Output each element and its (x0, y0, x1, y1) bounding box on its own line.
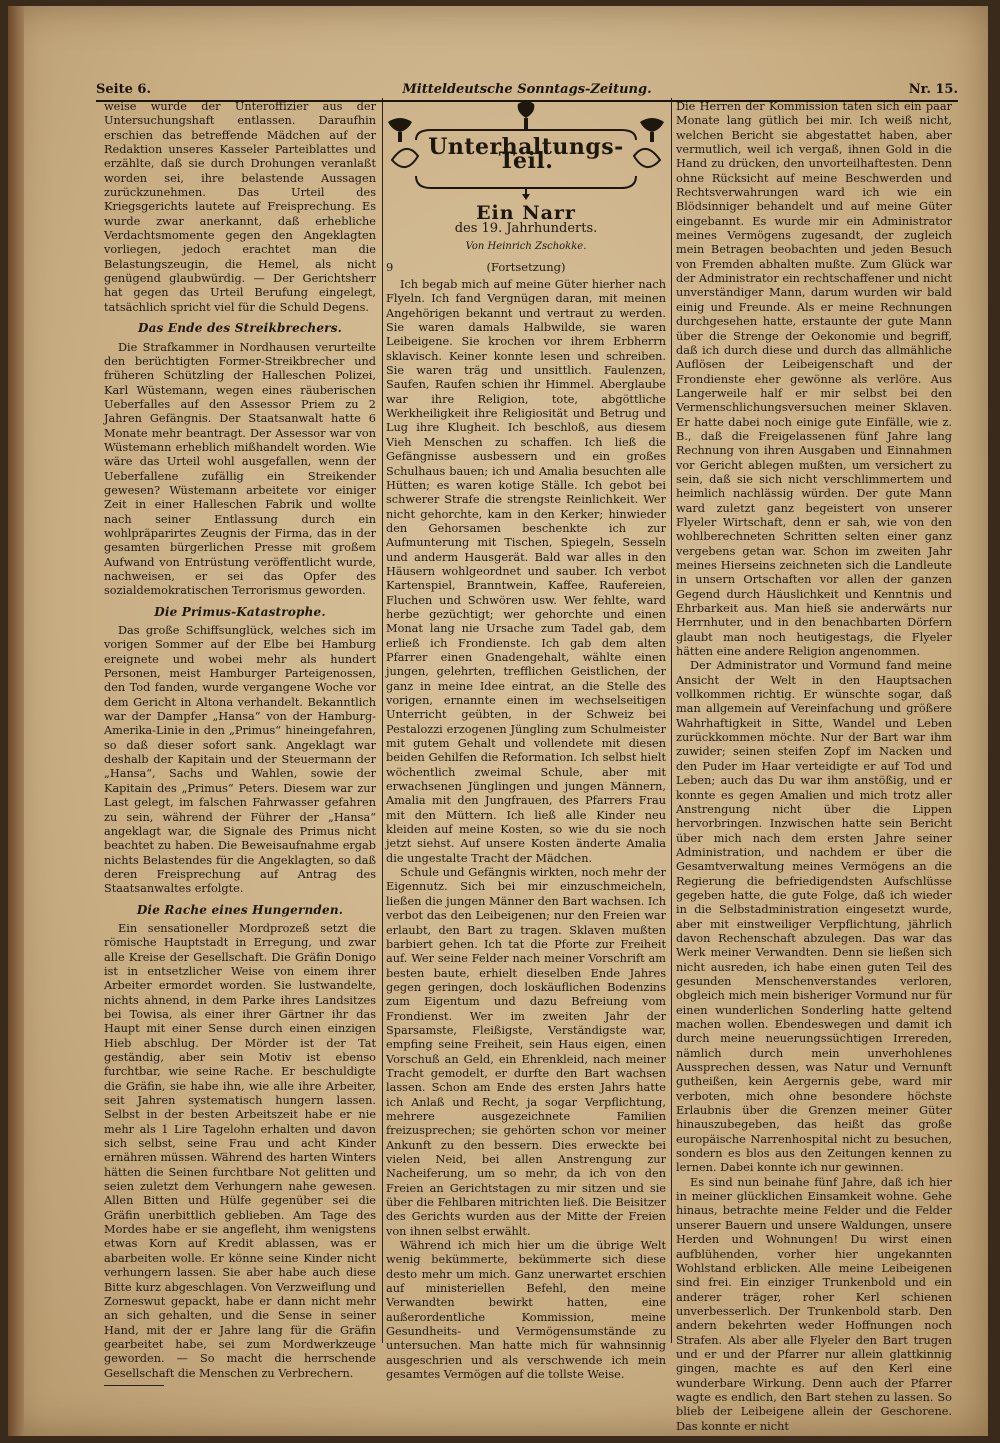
issue-number: Nr. 15. (908, 82, 958, 97)
article-rache: Ein sensationeller Mordprozeß setzt die römische Hauptstadt in Erregung, und zwar alle Kreise der Gesellschaft. Die Gräfin Donigo ist in entsetzlicher Weise von einem ihrer Arbeiter ermordet worden. Sie lustwandelte, nichts ahnend, in dem Parke ihres Landsitzes bei Towisa, als einer ihrer Gärtner ihr das Haupt mit einer Sense durch einen einzigen Hieb abschlug. Der Mörder ist der Tat geständig, aber sein Motiv ist ebenso furchtbar, wie seine Rache. Er beschuldigte die Gräfin, sie habe ihn, wie alle ihre Arbeiter, seit Jahren systematisch hungern lassen. Selbst in der besten Arbeitszeit habe er nie mehr als 1 Lire Tagelohn erhalten und davon sich selbst, seine Frau und acht Kinder ernähren müssen. Während des harten Winters hätten die Seinen furchtbare Not gelitten und seien zuletzt dem Verhungern nahe gewesen. Allen Bitten und Hülfe gegenüber sei die Gräfin unerbittlich geblieben. Am Tage des Mordes habe er sie angefleht, ihm wenigstens etwas Korn auf Kredit ablassen, was er abarbeiten wolle. Er könne seine Kinder nicht verhungern lassen. Sie aber habe auch diese Bitte kurz abgeschlagen. Von Verzweiflung und Zorneswut gepackt, habe er dann nicht mehr an sich gehalten, und die Sense in seiner Hand, mit der er Jahre lang für die Gräfin gearbeitet habe, sei zum Mordwerkzeuge geworden. — So macht die herrschende Gesellschaft die Menschen zu Verbrechern. (104, 921, 376, 1380)
section-banner (386, 100, 666, 202)
story-paragraph-3: Während ich mich hier um die übrige Welt wenig bekümmerte, bekümmerte sich diese desto mehr um mich. Ganz unerwartet erschien auf ministeriellen Befehl, den meine Verwandten bewirkt hatten, eine außerordentliche Kommission, meine Gesundheits- und Vermögensumstände zu untersuchen. Man hatte mich für wahnsinnig ausgeschrien und als verschwende ich mein gesamtes Vermögen auf die tollste Weise. (386, 1239, 666, 1382)
section-title: Unterhaltungs-Teil. (428, 134, 624, 175)
story-author: Von Heinrich Zschokke. (465, 240, 587, 252)
story-subtitle: des 19. Jahrhunderts. (454, 221, 598, 237)
continuation-line (386, 260, 666, 276)
heading-rache: Die Rache eines Hungernden. (136, 902, 344, 917)
story-paragraph-2: Schule und Gefängnis wirkten, noch mehr der Eigennutz. Sich bei mir einzuschmeicheln, ließen die jungen Männer den Bart wachsen. Ich verbot das den Leibeigenen; nur den Freien war erlaubt, den Bart zu tragen. Sklaven mußten barbiert gehen. Ich tat die Pforte zur Freiheit auf. Wer seine Felder nach meiner Vorschrift am besten baute, erhielt dieselben Ende Jahres gegen geringen, doch loskäuflichen Bodenzins zum Eigentum und dazu Befreiung vom Frondienst. Wer im zweiten Jahr der Sparsamste, Fleißigste, Verständigste war, empfing seine Freiheit, sein Haus eigen, einen Vorschuß an Geld, ein Ehrenkleid, nach meiner Tracht gemodelt, er durfte den Bart wachsen lassen. Schon am Ende des ersten Jahrs hatte ich Anlaß und Recht, ja sogar Verpflichtung, mehrere ausgezeichnete Familien freizusprechen; sie gehörten schon vor meiner Ankunft zu den bessern. Dies erweckte bei vielen Neid, bei allen Anstrengung zur Nacheiferung, um so mehr, da ich von den Freien an Gerichtstagen zu mir sitzen und sie über die Fehlbaren mitrichten ließ. Die Beisitzer des Gerichts wurden aus der Mitte der Freien von ihnen selbst erwählt. (386, 866, 666, 1238)
story-paragraph-5: Der Administrator und Vormund fand meine Ansicht der Welt in den Hauptsachen vollkommen richtig. Er wünschte sogar, daß man allgemein auf Vereinfachung und größere Wahrhaftigkeit in Sitte, Wandel und Leben zurückkommen möchte. Nur der Bart war ihm zuwider; seinen steifen Zopf im Nacken und den Puder im Haar verteidigte er auf Tod und Leben; auch das Du war ihm anstößig, und er konnte es gegen Amalien und mich trotz aller Anstrengung nicht über die Lippen hervorbringen. Inzwischen hatte sein Bericht über mich nach dem ersten Jahre seiner Administration, und nachdem er über die Gesamtverwaltung meines Vermögens an die Regierung die befriedigendsten Aufschlüsse gegeben hatte, die gute Folge, daß ich wieder in die Selbstadministration eingesetzt wurde, aber mit einstweiliger Verpflichtung, jährlich davon Rechenschaft abzulegen. Das war das Werk meiner Verwandten. Denn sie ließen sich nicht ausreden, ich habe einen guten Teil des gesunden Menschenverstandes verloren, obgleich mich mein bisheriger Vormund nur für einen wunderlichen Sonderling hatte geltend machen wollen. Ebendeswegen und damit ich durch meine neuerungssüchtigen Irrereden, nämlich durch mein unverhohlenes Aussprechen dessen, was Natur und Vernunft gutheißen, kein Aergernis gebe, ward mir verboten, mich ohne besondere höchste Erlaubnis über die Grenzen meiner Güter hinauszubegeben, das heißt das große europäische Narrenhospital nicht zu besuchen, sondern es blos aus den Zeitungen kennen zu lernen. Dabei konnte ich nur gewinnen. (676, 659, 952, 1175)
story-title: Ein Narr (476, 202, 576, 224)
article-primus: Das große Schiffsunglück, welches sich im vorigen Sommer auf der Elbe bei Hamburg ereignete und wobei mehr als hundert Personen, meist Hamburger Parteigenossen, den Tod fanden, wurde vergangene Woche vor dem Gericht in Altona verhandelt. Bekanntlich war der Dampfer „Hansa“ von der Hamburg-Amerika-Linie in den „Primus“ hineingefahren, so daß dieser sofort sank. Angeklagt war deshalb der Kapitain und der Steuermann der „Hansa“, Sachs und Wahlen, sowie der Kapitain des „Primus“ Peters. Diesem war zur Last gelegt, im falschen Fahrwasser gefahren zu sein, während der Führer der „Hansa“ angeklagt war, die Signale des Primus nicht beachtet zu haben. Die Beweisaufnahme ergab nichts Belastendes für die Angeklagten, so daß deren Freisprechung auf Antrag des Staatsanwaltes erfolgte. (104, 624, 376, 896)
article-streikbrecher: Die Strafkammer in Nordhausen verurteilte den berüchtigten Former-Streikbrecher und früheren Schützling der Halleschen Polizei, Karl Wüstemann, wegen eines räuberischen Ueberfalles auf den Assessor Priem zu 2 Jahren Gefängnis. Der Staatsanwalt hatte 6 Monate mehr beantragt. Der Assessor war von Wüstemann erheblich mißhandelt worden. Wie wäre das Urteil wohl ausgefallen, wenn der Ueberfallene zufällig ein Streikender gewesen? Wüstemann arbeitete vor einiger Zeit in einer Halleschen Fabrik und wollte nach seiner Entlassung durch ein wohlpräparirtes Zeugnis der Firma, das in der gesamten bürgerlichen Presse mit großem Aufwand von Entrüstung veröffentlicht wurde, nachweisen, er sei das Opfer des sozialdemokratischen Terrorismus geworden. (104, 340, 376, 598)
page-number: Seite 6. (96, 82, 151, 97)
column-divider-1 (382, 98, 383, 1343)
article-continuation: weise wurde der Unteroffizier aus der Untersuchungshaft entlassen. Daraufhin erschien das betreffende Mädchen auf der Redaktion unseres Kasseler Parteiblattes und erzählte, daß sie durch Drohungen veranlaßt worden sei, ihre belastende Aussagen zurückzunehmen. Das Urteil des Kriegsgerichts lautete auf Freisprechung. Es wurde zwar anerkannt, daß erhebliche Verdachtsmomente gegen den Angeklagten vorliegen, jedoch erachtet man die Belastungszeugin, die Hemel, als nicht genügend glaubwürdig. — Der Gerichtsherr hat gegen das Urteil Berufung eingelegt, tatsächlich spricht viel für die Schuld Degens. (104, 100, 376, 314)
page-header (96, 78, 958, 100)
column-divider-2 (671, 98, 672, 1343)
end-rule (104, 1385, 164, 1386)
story-paragraph-6: Es sind nun beinahe fünf Jahre, daß ich hier in meiner glücklichen Einsamkeit wohne. Gehe hinaus, betrachte meine Felder und die Felder unserer Bauern und unsere Waldungen, unsere Herden und Wohnungen! Du wirst einen aufblühenden, vorher hier ungekannten Wohlstand erblicken. Alle meine Leibeigenen sind frei. Ein einziger Trunkenbold und ein anderer träger, roher Kerl schienen unverbesserlich. Der Trunkenbold starb. Den andern bekehrten weder Hoffnungen noch Strafen. Als aber alle Flyeler den Bart trugen und er und der Pfarrer nur allein glattkinnig gingen, machte es auf den Kerl eine wunderbare Wirkung. Denn auch der Pfarrer wagte es endlich, den Bart stehen zu lassen. So blieb der Leibeigene allein der Geschorene. Das konnte er nicht (676, 1175, 952, 1433)
binding-spine (8, 6, 24, 1436)
story-paragraph-4: Die Herren der Kommission taten sich ein paar Monate lang gütlich bei mir. Ich weiß nicht, welchen Bericht sie abgestattet haben, aber vermutlich, weil ich vergaß, ihnen Gold in die Hand zu drücken, den unvorteilhaftesten. Denn ohne Rücksicht auf meine Beschwerden und Rechtsverwahrungen ward ich wie ein Blödsinniger behandelt und auf meine Güter eingebannt. Es wurde mir ein Administrator meines Vermögens zugesandt, der zugleich mein Betragen beobachten und jeden Besuch von Fremden abhalten mußte. Zum Glück war der Administrator ein rechtschaffener und nicht unverständiger Mann, darum wurden wir bald einig und Freunde. Als er meine Rechnungen durchgesehen hatte, erstaunte der gute Mann über die Strenge der Oekonomie und begriff, daß ich durch diese und durch das allmähliche Auflösen der Leibeigenschaft und der Frondienste eher gewönne als verlöre. Aus Langerweile half er mir selbst bei den Vermenschlichungsversuchen meiner Sklaven. Er hatte dabei noch einige gute Einfälle, wie z. B., daß die Freigelassenen fünf Jahre lang Rechnung von ihren Ausgaben und Einnahmen vor Gericht ablegen mußten, um versichert zu sein, daß sie sich nicht verschlimmertem und heimlich nachlässig würden. Der gute Mann ward zuletzt ganz begeistert von unserer Flyeler Wirtschaft, denn er sah, wie von den wohlberechneten Schritten selten einer ganz vergebens getan war. Schon im zweiten Jahr meines Hierseins zeichneten sich die Landleute in unsern Ortschaften vor allen der ganzen Gegend durch Häuslichkeit und Kenntnis und Ehrbarkeit aus. Man hieß sie anderwärts nur Herrnhuter, und in den benachbarten Dörfern glaubt man noch heutigestags, die Flyeler hätten eine andere Religion angenommen. (676, 100, 952, 659)
column-news (104, 100, 376, 1380)
newspaper-name: Mitteldeutsche Sonntags-Zeitung. (402, 82, 652, 97)
story-paragraph-1: Ich begab mich auf meine Güter hierher nach Flyeln. Ich fand Vergnügen daran, mit meinen Angehörigen bekannt und vertraut zu werden. Sie waren damals Halbwilde, sie waren Leibeigene. Sie krochen vor ihrem Erbherrn sklavisch. Keiner konnte lesen und schreiben. Sie waren träg und unsittlich. Faulenzen, Saufen, Raufen schien ihr Himmel. Aberglaube war ihre Religion, tote, abgöttliche Werkheiligkeit ihre Religiosität und Betrug und Lug ihre Klugheit. Ich beschloß, aus diesem Vieh Menschen zu schaffen. Ich ließ die Gefängnisse ausbessern und ein großes Schulhaus bauen; ich und Amalia besuchten alle Hütten; es waren kotige Ställe. Ich gebot bei schwerer Strafe die strengste Reinlichkeit. Wer nicht gehorchte, kam in den Kerker; hinwieder den Gehorsamen beschenkte ich zur Aufmunterung mit Tischen, Spiegeln, Sesseln und anderm Hausgerät. Bald war alles in den Häusern wohlgeordnet und sauber. Ich verbot Kartenspiel, Branntwein, Kaffee, Raufereien, Fluchen und Schwören usw. Wer fehlte, ward herbe gezüchtigt; wer gehorchte und einen Monat lang nie Ursache zum Tadel gab, dem erließ ich Frondienste. Ich gab dem alten Pfarrer einen Gnadengehalt, wählte einen jungen, gelehrten, trefflichen Geistlichen, der ganz in meine Idee eintrat, an die Stelle des vorigen, ernannte einen im wechselseitigen Unterricht geübten, in der Schweiz bei Pestalozzi erzogenen Jüngling zum Schulmeister mit gutem Gehalt und vollendete mit diesen beiden Gehilfen die Reformation. Ich selbst hielt wöchentlich zweimal Schule, aber mit erwachsenen Jünglingen und jungen Männern, Amalia mit den Jungfrauen, des Pfarrers Frau mit den Müttern. Ich ließ alle Kinder neu kleiden auf meine Kosten, so wie du sie noch jetzt siehst. Auf unsere Kosten änderte Amalia die ungestalte Tracht der Mädchen. (386, 278, 666, 865)
heading-primus: Die Primus-Katastrophe. (154, 604, 326, 619)
heading-streikbrecher: Das Ende des Streikbrechers. (137, 321, 343, 336)
column-feuilleton (386, 100, 666, 1382)
installment-number: 9 (386, 260, 394, 275)
continued-label: (Fortsetzung) (486, 260, 566, 275)
column-story-cont (676, 100, 952, 1433)
